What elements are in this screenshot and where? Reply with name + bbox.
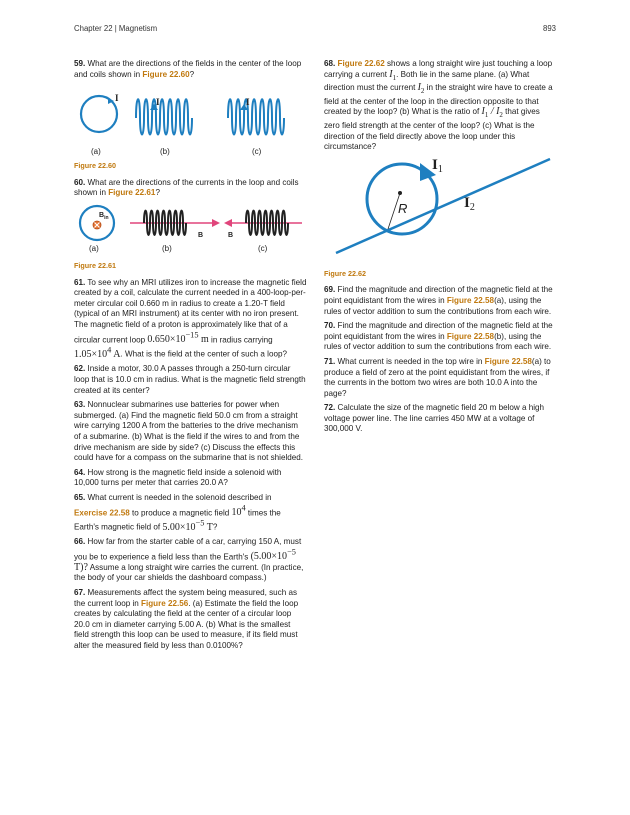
problem-text: Measurements affect the system being measured, such as the current loop in	[74, 588, 298, 608]
problem-number: 70.	[324, 321, 336, 331]
math-expression: $0.650\times 10^{-15}$ m	[147, 330, 209, 345]
problem-64	[74, 468, 307, 489]
problem-number: 67.	[74, 588, 86, 598]
problem-text: ?	[189, 69, 195, 79]
problem-text: To see why an MRI utilizes iron to increase the magnetic field created by a coil, calculate the current needed in a 400-loop-per-meter circular coil 0.660 m in radius to create a 1.20-T field (typical of an MRI instrument) at its center with no iron present. The magnetic field of a proton is approximately like that of a circular current loop	[74, 277, 307, 344]
problem-text: . Both lie in the same plane. (a) What direction must the current	[324, 69, 530, 93]
problem-text: What are the directions of the currents in the loop and coils shown in	[74, 177, 299, 198]
field-label: B	[228, 231, 234, 239]
field-arrow	[224, 219, 232, 227]
figure-link[interactable]: Figure 22.61	[108, 188, 156, 198]
problem-text: in radius carrying	[211, 334, 273, 344]
problem-text: What current is needed in the top wire in	[337, 356, 485, 366]
left-column	[74, 59, 307, 656]
current-label-i2: $I_2$	[464, 194, 475, 213]
math-expression: $I_1$	[389, 68, 397, 82]
math-expression: $10^4$	[231, 503, 246, 518]
figure-22-62	[324, 157, 556, 257]
math-expression: $1.05\times 10^4$ A	[74, 345, 121, 360]
right-column	[324, 59, 556, 439]
subfigure-label-c: (c)	[252, 147, 262, 157]
problem-70	[324, 321, 556, 353]
problem-71	[324, 357, 556, 399]
problem-text: to produce a magnetic field	[129, 507, 232, 517]
field-arrow	[212, 219, 220, 227]
problem-text: (a), using the rules of vector addition to sum the contributions from each wire.	[324, 295, 552, 316]
problem-number: 63.	[74, 400, 86, 410]
problem-61	[74, 278, 307, 361]
problem-66	[74, 537, 307, 584]
figure-link[interactable]: Figure 22.58	[446, 331, 495, 341]
problem-number: 69.	[324, 285, 336, 295]
figure-caption: Figure 22.62	[324, 268, 366, 278]
problem-text: that gives zero field strength at the center of the loop? (c) What is the direction of the field directly above the loop under this circumstance?	[324, 107, 540, 152]
coil-c	[228, 99, 284, 134]
problem-59	[74, 59, 307, 80]
problem-67	[74, 588, 307, 652]
math-expression: $5.00\times 10^{-5}$ T	[162, 518, 213, 533]
figure-link[interactable]: Figure 22.58	[484, 356, 532, 366]
problem-62	[74, 364, 307, 396]
figure-22-60	[74, 84, 307, 158]
problem-65	[74, 493, 307, 533]
problem-69	[324, 285, 556, 317]
problem-number: 61.	[74, 277, 86, 287]
problem-text: times the Earth's magnetic field of	[74, 507, 281, 532]
problem-text: in the straight wire have to create a field at the center of the loop in the direction opposite to that created by the loop? (b) What is the ratio of	[324, 83, 553, 117]
problem-text: How far from the starter cable of a car, carrying 150 A, must you be to experience a field less than the Earth's	[74, 537, 302, 562]
problem-text: (b), using the rules of vector addition to sum the contributions from each wire.	[324, 331, 552, 352]
problem-text: What are the directions of the fields in the center of the loop and coils shown in	[74, 59, 302, 79]
figure-link[interactable]: Figure 22.60	[142, 69, 190, 79]
subfigure-label-c: (c)	[258, 243, 268, 253]
math-expression: $I_2$	[417, 82, 425, 96]
figure-caption: Figure 22.60	[74, 161, 116, 171]
problem-number: 72.	[324, 403, 336, 413]
problem-number: 64.	[74, 467, 86, 477]
current-label-i1: $I_1$	[432, 156, 443, 175]
problem-text: . (a) Estimate the field the loop creates by calculating the field at the center of a circular loop 20.0 cm in diameter carrying 5.00 A. (b) What is the smallest field strength this loop can be used to measure, if its field must alter the measured field by less than 0.0100%?	[74, 598, 299, 651]
problem-number: 71.	[324, 356, 336, 366]
figure-link[interactable]: Figure 22.62	[337, 59, 385, 68]
math-expression: ($5.00\times 10^{-5}$ T)?	[74, 547, 296, 573]
coil-b	[136, 99, 192, 134]
figure-link[interactable]: Figure 22.58	[446, 295, 495, 305]
problem-60	[74, 178, 307, 199]
coil-c	[246, 211, 288, 235]
subfigure-label-a: (a)	[89, 243, 99, 253]
problem-text: Find the magnitude and direction of the magnetic field at the point equidistant from the wires in	[324, 321, 553, 341]
problem-72	[324, 403, 556, 435]
field-label: $B_{in}$	[99, 211, 109, 221]
problem-68	[324, 59, 556, 153]
problem-63	[74, 400, 307, 464]
problem-text: ?	[212, 522, 218, 532]
problem-text: shows a long straight wire just touching a loop carrying a current	[324, 59, 553, 79]
problem-text: Inside a motor, 30.0 A passes through a 250-turn circular loop that is 10.0 cm in radius. What is the magnetic field strength created at its center?	[74, 364, 306, 395]
current-label: I	[115, 93, 119, 104]
subfigure-label-a: (a)	[91, 147, 101, 157]
field-label: B	[198, 231, 204, 239]
subfigure-label-b: (b)	[160, 147, 170, 157]
exercise-link[interactable]: Exercise 22.58	[74, 507, 130, 517]
current-label: I	[156, 97, 160, 108]
problem-number: 62.	[74, 364, 86, 374]
figure-caption: Figure 22.61	[74, 260, 116, 270]
problem-text: Assume a long straight wire carries the current. (In practice, the body of your car shields the dashboard compass.)	[74, 562, 304, 583]
coil-b	[144, 211, 186, 235]
problem-text: Find the magnitude and direction of the magnetic field at the point equidistant from the wires in	[324, 285, 553, 305]
chapter-header: Chapter 22 | Magnetism	[74, 24, 158, 33]
problem-text: How strong is the magnetic field inside a solenoid with 10,000 turns per meter that carries 20.0 A?	[74, 467, 282, 488]
page-number: 893	[542, 24, 556, 33]
figure-link[interactable]: Figure 22.56	[141, 598, 189, 608]
problem-text: What current is needed in the solenoid described in	[87, 492, 272, 502]
problem-number: 60.	[74, 177, 86, 187]
problem-text: (a) to produce a field of zero at the point equidistant from the wires, if the currents in the bottom two wires are both 10.0 A into the page?	[324, 356, 551, 398]
radius-label: R	[398, 200, 408, 216]
figure-22-61	[74, 203, 307, 253]
problem-text: Nonnuclear submarines use batteries for power when submerged. (a) Find the magnetic field 50.0 cm from a straight wire carrying 1200 A from the batteries to the drive mechanism of a submarine. (b) What is the field if the wires to and from the drive mechanism are side by side? (c) Discuss the effects this could have for a compass on the submarine that is not shielded.	[74, 400, 304, 463]
subfigure-label-b: (b)	[162, 243, 172, 253]
problem-number: 65.	[74, 492, 86, 502]
current-label: I	[246, 97, 250, 108]
problem-number: 66.	[74, 537, 86, 547]
problem-number: 59.	[74, 59, 86, 68]
problem-number: 68.	[324, 59, 336, 68]
problem-text: ?	[155, 188, 160, 198]
problem-text: Calculate the size of the magnetic field 20 m below a high voltage power line. The line carries 450 MW at a voltage of 300,000 V.	[324, 403, 545, 434]
problem-text: . What is the field at the center of such a loop?	[120, 349, 287, 359]
math-expression: $I_1 / I_2$	[481, 106, 503, 120]
